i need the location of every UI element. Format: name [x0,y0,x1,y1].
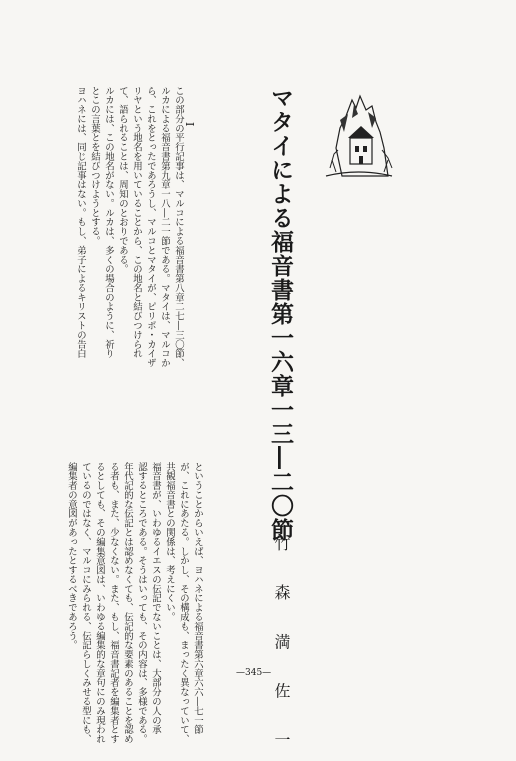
cathedral-sketch-icon [322,88,394,180]
text-line: ているのではなく、マルコにみられる、伝記らしくみせる型にも、 [80,462,91,744]
text-line: ヨハネには、同じ記事はない。もし、弟子によるキリストの告白 [75,86,86,359]
text-line: 認するところである。そうはいっても、その内容は、多様である。 [136,462,147,744]
text-line: 年代記的な伝記とは認めなくても、伝記的な要素のあることを認め [122,462,133,744]
author-name: 竹 森 満 佐 一 [272,535,291,761]
text-line: る者も、また、少なくない。また、もし、福音書記者を編集者とす [108,462,119,744]
text-line: 編集者の意図があったとするべきであろう。 [66,462,77,650]
text-line: 福音書が、いわゆるイエスの伝記でないことは、大部分の人の承 [150,462,161,735]
page-number: —345— [236,668,272,678]
text-column-upper [73,86,185,446]
text-line: ルカには、この地名がない。ルカは、多くの場合のように、祈り [103,86,114,359]
text-line: るとしても、その編集意図は、いわゆる編集的な章句にのみ現われ [94,462,105,744]
text-line: が、これにあたる。しかし、その構成も、まったく異なっていて、 [178,462,189,744]
text-line: ということからいえば、ヨハネによる福音書第六章六六―七一節 [192,462,203,735]
text-line: ら、これをとったであろうし、マルコとマタイが、ピリポ・カイザ [145,86,156,368]
text-line: この部分の平行記事は、マルコによる福音書第八章二七―三〇節、 [173,86,184,368]
text-line: とこの言葉とを結びつけようとする。 [89,86,100,246]
text-line: ルカによる福音書第九章一八―二一節である。マタイは、マルコか [159,86,170,368]
section-label: I [183,122,196,127]
article-title: マタイによる福音書第一六章一三―二〇節 [267,86,294,542]
text-line: て、語られることは、周知のとおりである。 [117,86,128,274]
text-line: リヤという地名を用いていることから、この地名と結びつけられ [131,86,142,359]
text-column-lower [64,462,204,744]
text-line: 共観福音書との関係は、考えにくい。 [164,462,175,622]
